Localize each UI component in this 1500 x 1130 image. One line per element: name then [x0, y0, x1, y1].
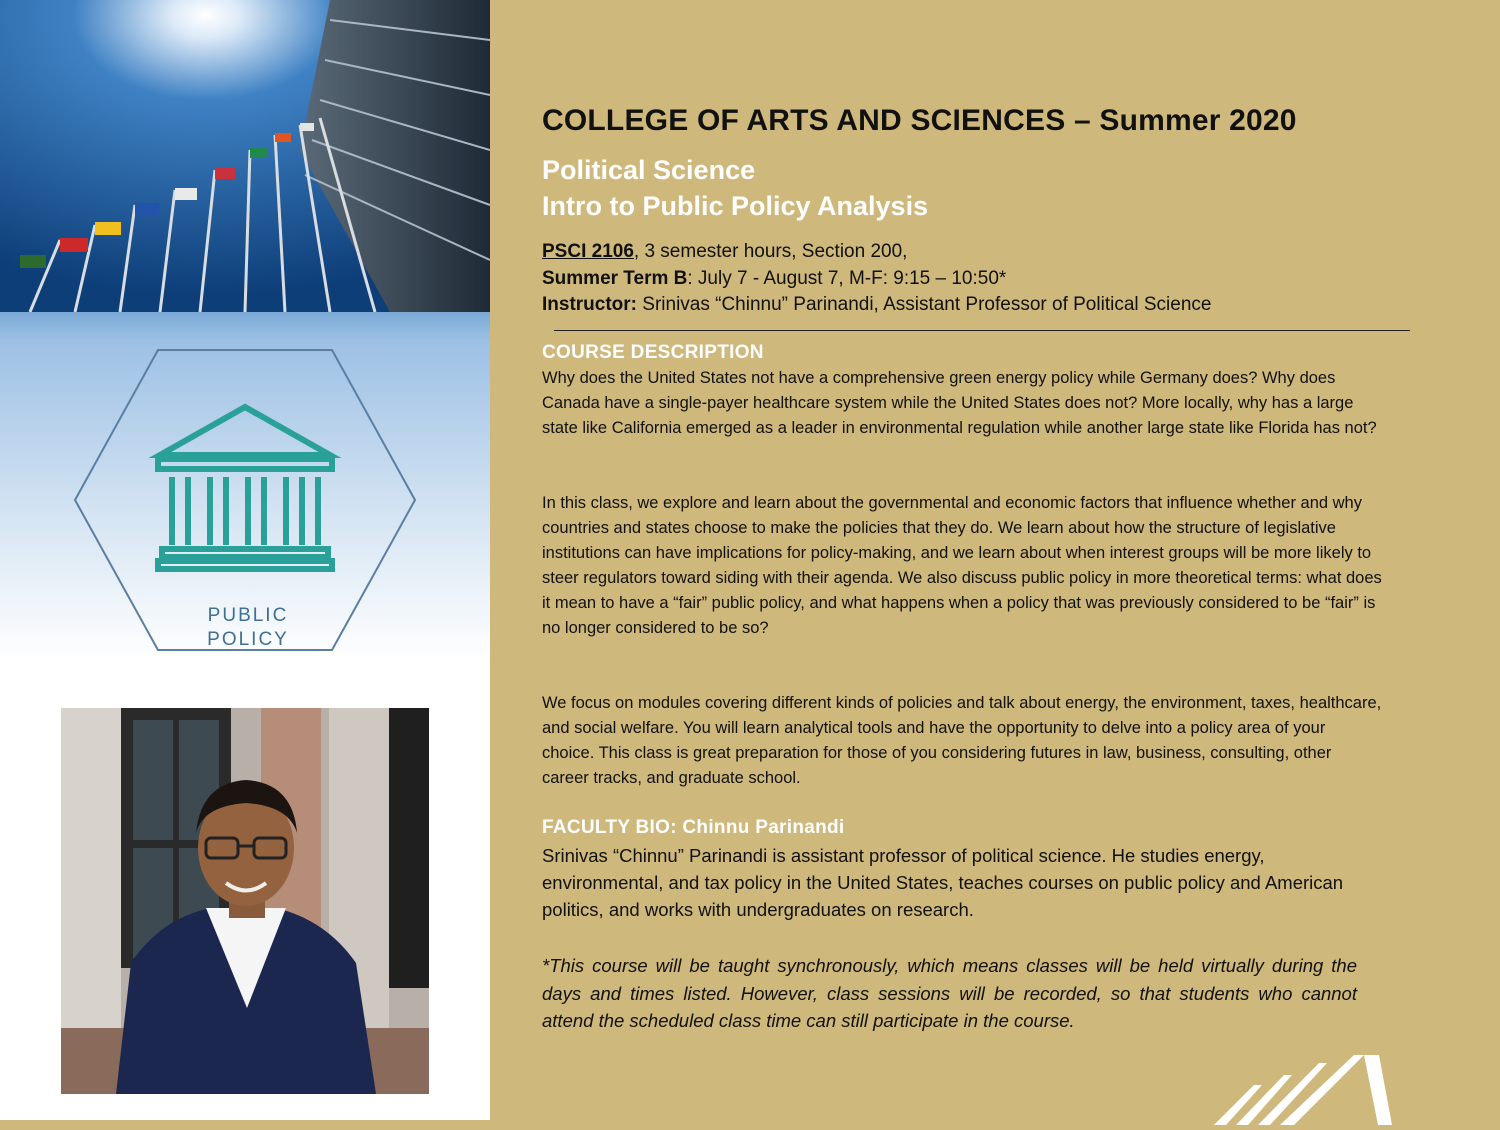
term-line: [542, 266, 1211, 293]
college-heading: COLLEGE OF ARTS AND SCIENCES – Summer 2020: [542, 104, 1297, 137]
course-title: Intro to Public Policy Analysis: [542, 191, 929, 221]
left-panel: [0, 0, 490, 1125]
hex-label-line1: PUBLIC: [207, 605, 289, 626]
course-hours-section: , 3 semester hours, Section 200,: [633, 241, 908, 262]
university-mountain-logo: [1214, 1055, 1404, 1125]
left-bottom-rule: [0, 1120, 490, 1125]
course-description-heading: COURSE DESCRIPTION: [542, 342, 764, 363]
instructor-line: [542, 292, 1211, 319]
instructor-photo: [61, 708, 429, 1094]
description-paragraph-3: We focus on modules covering different kinds of policies and talk about energy, the environment, taxes, healthcare, and social welfare. You will learn analytical tools and have the opportunity to delve into a policy area of your choice. This class is great preparation for those of you considering futures in law, business, consulting, other career tracks, and graduate school.: [542, 694, 1382, 787]
term-value: : July 7 - August 7, M-F: 9:15 – 10:50*: [687, 267, 1007, 289]
description-paragraph-2: In this class, we explore and learn about the governmental and economic factors that influence whether and why countries and states choose to make the policies that they do. We learn about how the structure of legislative institutions can have implications for policy-making, and we learn about when interest groups will be more likely to steer regulators toward siding with their agenda. We also discuss public policy in more theoretical terms: what does it mean to have a “fair” public policy, and what happens when a policy that was previously considered to be “fair” is no longer considered to be so?: [542, 494, 1382, 637]
course-meta: [542, 239, 1211, 319]
hex-label-line2: POLICY: [207, 629, 289, 650]
instructor-value: Srinivas “Chinnu” Parinandi, Assistant Professor of Political Science: [637, 294, 1212, 315]
department-title: Political Science: [542, 155, 756, 185]
term-label: Summer Term B: [542, 267, 688, 289]
instructor-label: Instructor:: [542, 294, 637, 315]
synchronous-note: *This course will be taught synchronously, which means classes will be held virtually during the days and times listed. However, class sessions will be recorded, so that students who cannot attend the scheduled class time can still participate in the course.: [542, 955, 1357, 1031]
flags-building-photo: [0, 0, 490, 312]
course-code-line: [542, 239, 1211, 266]
faculty-bio-heading: FACULTY BIO: Chinnu Parinandi: [542, 817, 845, 838]
public-policy-hexagon: [70, 345, 420, 657]
course-code: PSCI 2106: [542, 241, 634, 262]
description-paragraph-1: Why does the United States not have a comprehensive green energy policy while Germany does? Why does Canada have a single-payer healthcare system while the United States does not? More locally, why has a large state like California emerged as a leader in environmental regulation while another large state like Florida has not?: [542, 369, 1377, 437]
faculty-bio-text: Srinivas “Chinnu” Parinandi is assistant professor of political science. He studies energy, environmental, and tax policy in the United States, teaches courses on public policy and American politics, and works with undergraduates on research.: [542, 845, 1344, 920]
government-building-icon: [158, 407, 332, 569]
divider-rule: [554, 330, 1410, 331]
